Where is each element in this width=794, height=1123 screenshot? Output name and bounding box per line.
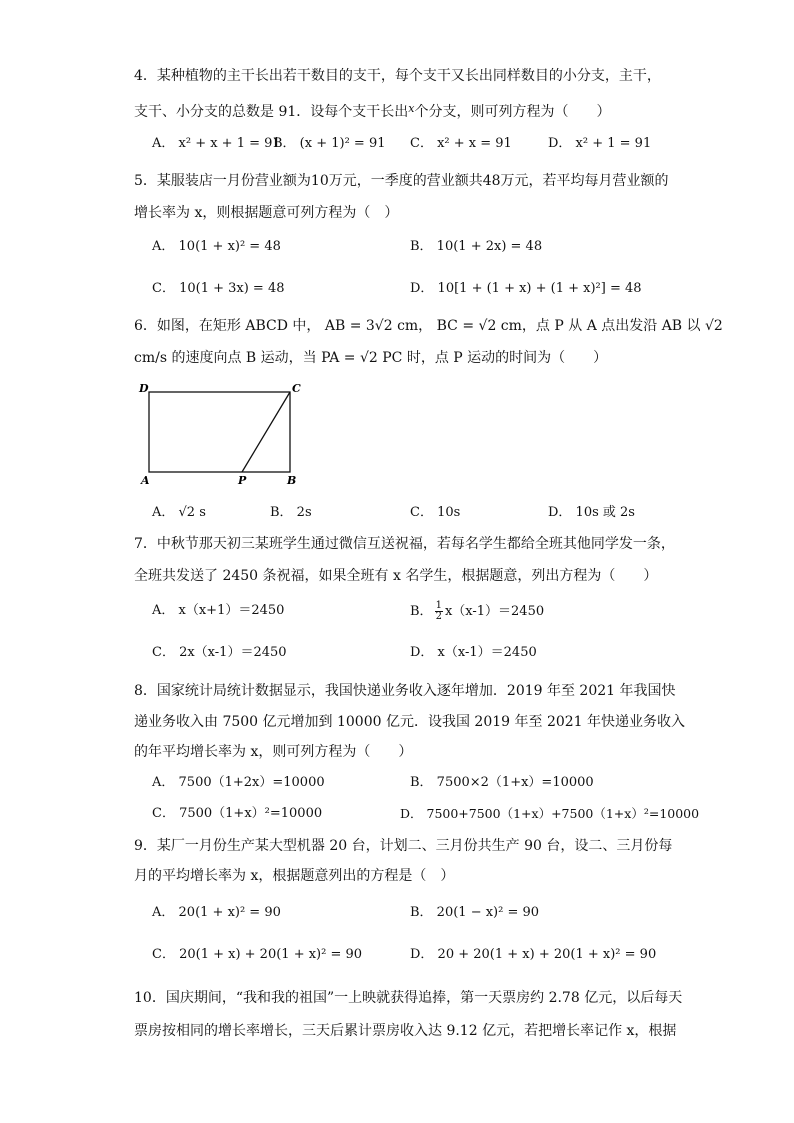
- q4-option-a[interactable]: A． x² + x + 1 = 91: [152, 136, 281, 151]
- q9-option-b[interactable]: B． 20(1 − x)² = 90: [410, 905, 540, 920]
- q5-option-b[interactable]: B． 10(1 + 2x) = 48: [410, 239, 543, 254]
- q8-stem-line3: 的年平均增长率为 x，则可列方程为（ ）: [134, 744, 413, 760]
- q6-option-d[interactable]: D． 10s 或 2s: [548, 505, 635, 520]
- q4-stem-line1: 4．某种植物的主干长出若干数目的支干，每个支干又长出同样数目的小分支，主干，: [134, 68, 661, 84]
- q7-option-d[interactable]: D． x（x-1）＝2450: [410, 645, 537, 660]
- label-d: D: [139, 382, 149, 395]
- fraction-numerator: 1: [435, 600, 442, 611]
- q4-stem-line2: [134, 99, 610, 122]
- q5-option-a[interactable]: A． 10(1 + x)² = 48: [152, 239, 281, 254]
- q5-option-c[interactable]: C． 10(1 + 3x) = 48: [152, 281, 285, 296]
- one-half-fraction: [435, 601, 443, 622]
- q7-stem-line1: 7．中秋节那天初三某班学生通过微信互送祝福，若每名学生都给全班其他同学发一条，: [134, 536, 675, 552]
- q7-stem-line2: 全班共发送了 2450 条祝福，如果全班有 x 名学生，根据题意，列出方程为（ ）: [134, 568, 658, 584]
- fraction-denominator: 2: [435, 611, 442, 622]
- q7-option-c[interactable]: C． 2x（x-1）＝2450: [152, 645, 287, 660]
- q7-option-a[interactable]: A． x（x+1）＝2450: [152, 603, 285, 618]
- q6-stem-line1: 6．如图，在矩形 ABCD 中， AB = 3√2 cm， BC = √2 cm，点 P 从 A 点出发沿 AB 以 √2: [134, 318, 723, 334]
- q5-option-d[interactable]: D． 10[1 + (1 + x) + (1 + x)²] = 48: [410, 281, 642, 296]
- q6-option-b[interactable]: B． 2s: [270, 505, 312, 520]
- q6-option-c[interactable]: C． 10s: [410, 505, 461, 520]
- segment-pc: [242, 392, 290, 472]
- q4-stem-variable: x: [408, 102, 415, 115]
- q9-stem-line1: 9．某厂一月份生产某大型机器 20 台，计划二、三月份共生产 90 台，设二、三月份每: [134, 838, 673, 854]
- q8-stem-line2: 递业务收入由 7500 亿元增加到 10000 亿元．设我国 2019 年至 2021 年快递业务收入: [134, 714, 686, 730]
- q6-stem-line2: cm/s 的速度向点 B 运动，当 PA = √2 PC 时，点 P 运动的时间为（ ）: [134, 350, 608, 366]
- q4-option-b[interactable]: B． (x + 1)² = 91: [273, 136, 386, 151]
- q8-option-c[interactable]: C． 7500（1+x）²=10000: [152, 806, 323, 821]
- q6-option-a[interactable]: A． √2 s: [152, 505, 206, 520]
- q10-stem-line1: 10．国庆期间，“我和我的祖国”一上映就获得追捧，第一天票房约 2.78 亿元，以后每天: [134, 990, 683, 1006]
- q4-stem-line2-start: 支干、小分支的总数是 91．设每个支干长出: [134, 104, 409, 120]
- q8-option-b[interactable]: B． 7500×2（1+x）=10000: [410, 775, 594, 790]
- q9-option-a[interactable]: A． 20(1 + x)² = 90: [152, 905, 281, 920]
- rectangle-abcd: [149, 392, 290, 472]
- q8-option-d[interactable]: D． 7500+7500（1+x）+7500（1+x）²=10000: [400, 806, 700, 821]
- q7-option-b[interactable]: B． $\frac{1}{2}$ x（x-1）＝2450: [410, 600, 545, 622]
- rectangle-abcd-figure: [136, 378, 306, 488]
- q8-option-a[interactable]: A． 7500（1+2x）=10000: [152, 775, 325, 790]
- q8-stem-line1: 8．国家统计局统计数据显示，我国快递业务收入逐年增加．2019 年至 2021 年我国快: [134, 683, 676, 699]
- label-c: C: [292, 382, 301, 395]
- q5-stem-line2: 增长率为 x，则根据题意可列方程为（ ）: [134, 205, 399, 221]
- q10-stem-line2: 票房按相同的增长率增长，三天后累计票房收入达 9.12 亿元，若把增长率记作 x，根据: [134, 1023, 677, 1039]
- label-a: A: [141, 474, 150, 487]
- q9-option-d[interactable]: D． 20 + 20(1 + x) + 20(1 + x)² = 90: [410, 947, 657, 962]
- q9-stem-line2: 月的平均增长率为 x，根据题意列出的方程是（ ）: [134, 868, 455, 884]
- q4-option-c[interactable]: C． x² + x = 91: [410, 136, 512, 151]
- q5-stem-line1: 5．某服装店一月份营业额为10万元，一季度的营业额共48万元，若平均每月营业额的: [134, 173, 669, 189]
- label-b: B: [287, 474, 297, 487]
- q9-option-c[interactable]: C． 20(1 + x) + 20(1 + x)² = 90: [152, 947, 363, 962]
- q4-option-d[interactable]: D． x² + 1 = 91: [548, 136, 652, 151]
- q4-stem-line2-end: 个分支，则可列方程为（ ）: [414, 104, 611, 120]
- label-p: P: [238, 474, 247, 487]
